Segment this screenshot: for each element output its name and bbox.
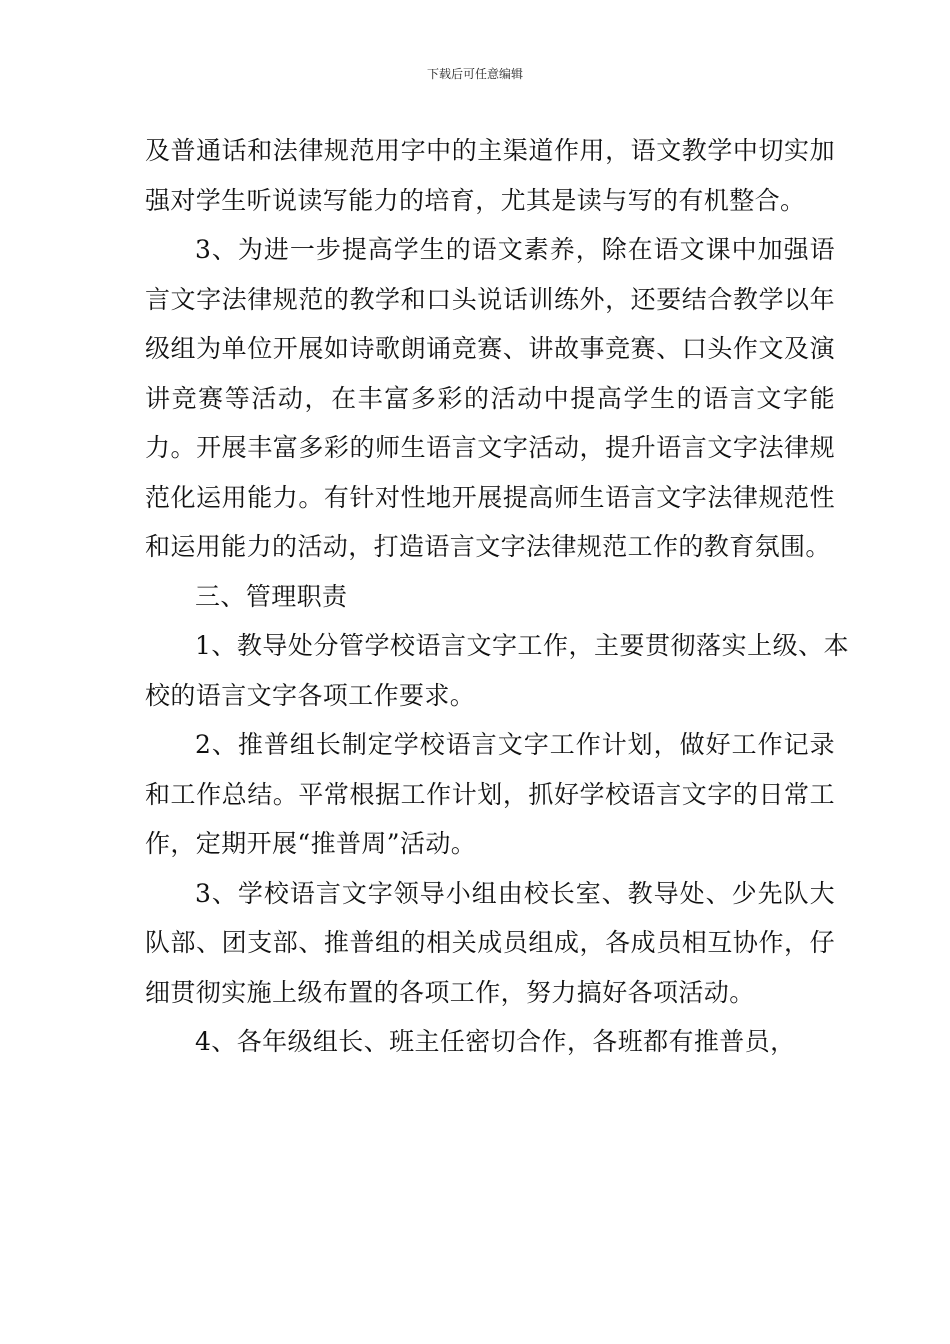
paragraph-continuation: 及普通话和法律规范用字中的主渠道作用，语文教学中切实加强对学生听说读写能力的培育，尤其是读与写的有机整合。 <box>145 136 835 215</box>
page-header: 下载后可任意编辑 <box>426 67 523 81</box>
document-body <box>145 126 849 1067</box>
paragraph-item-3-literacy: 3、为进一步提高学生的语文素养，除在语文课中加强语言文字法律规范的教学和口头说话训练外，还要结合教学以年级组为单位开展如诗歌朗诵竞赛、讲故事竞赛、口头作文及演讲竞赛等活动，在丰富多彩的活动中提高学生的语言文字能力。开展丰富多彩的师生语言文字活动，提升语言文字法律规范化运用能力。有针对性地开展提高师生语言文字法律规范性和运用能力的活动，打造语言文字法律规范工作的教育氛围。 <box>145 235 835 561</box>
section-heading-management-duties: 三、管理职责 <box>195 581 348 611</box>
paragraph-item-2-promotion-leader: 2、推普组长制定学校语言文字工作计划，做好工作记录和工作总结。平常根据工作计划，抓好学校语言文字的日常工作，定期开展“推普周”活动。 <box>145 730 835 858</box>
paragraph-item-4-grade-leaders: 4、各年级组长、班主任密切合作，各班都有推普员， <box>195 1027 796 1056</box>
paragraph-item-3-leadership-group: 3、学校语言文字领导小组由校长室、教导处、少先队大队部、团支部、推普组的相关成员组成，各成员相互协作，仔细贯彻实施上级布置的各项工作，努力搞好各项活动。 <box>145 878 835 1007</box>
paragraph-item-1-teaching-office: 1、教导处分管学校语言文字工作，主要贯彻落实上级、本校的语言文字各项工作要求。 <box>145 631 849 710</box>
